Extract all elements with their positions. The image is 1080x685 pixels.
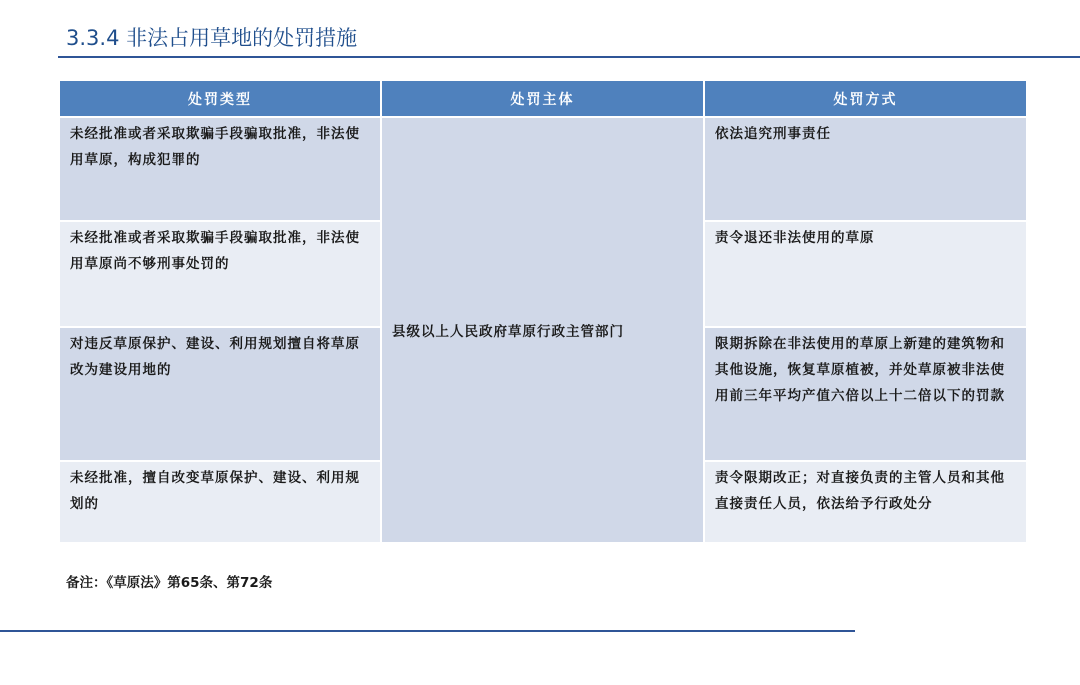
column-header-type: 处罚类型	[59, 80, 381, 117]
footer-divider	[0, 630, 855, 632]
column-header-subject: 处罚主体	[381, 80, 704, 117]
penalty-type-cell: 未经批准，擅自改变草原保护、建设、利用规划的	[59, 461, 381, 543]
column-header-method: 处罚方式	[704, 80, 1027, 117]
penalty-method-cell: 责令限期改正；对直接负责的主管人员和其他直接责任人员，依法给予行政处分	[704, 461, 1027, 543]
penalty-method-cell: 依法追究刑事责任	[704, 117, 1027, 221]
penalty-method-cell: 限期拆除在非法使用的草原上新建的建筑物和其他设施，恢复草原植被，并处草原被非法使用前三年平均产值六倍以上十二倍以下的罚款	[704, 327, 1027, 461]
penalty-type-cell: 未经批准或者采取欺骗手段骗取批准，非法使用草原尚不够刑事处罚的	[59, 221, 381, 327]
penalty-type-cell: 对违反草原保护、建设、利用规划擅自将草原改为建设用地的	[59, 327, 381, 461]
table-header-row	[59, 80, 1027, 117]
title-divider	[58, 56, 1080, 58]
penalty-table	[58, 79, 1028, 544]
penalty-subject-cell: 县级以上人民政府草原行政主管部门	[381, 117, 704, 543]
table-row	[59, 117, 1027, 221]
penalty-method-cell: 责令退还非法使用的草原	[704, 221, 1027, 327]
page-title: 3.3.4 非法占用草地的处罚措施	[66, 26, 358, 50]
penalty-type-cell: 未经批准或者采取欺骗手段骗取批准，非法使用草原，构成犯罪的	[59, 117, 381, 221]
footnote: 备注：《草原法》第65条、第72条	[66, 575, 273, 591]
